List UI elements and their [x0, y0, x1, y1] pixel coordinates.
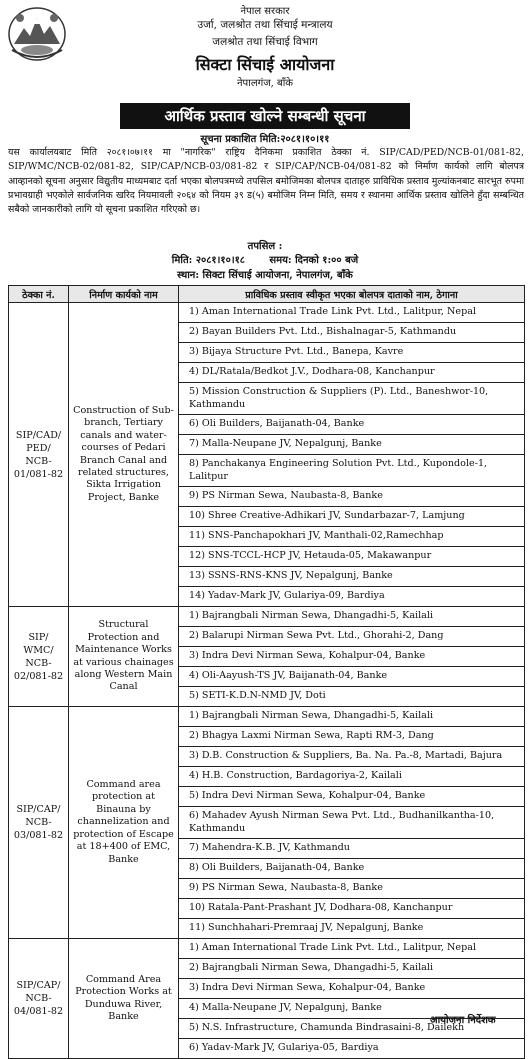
- bidder-entry: 3) Indra Devi Nirman Sewa, Kohalpur-04, Banke: [179, 647, 525, 667]
- work-name: Command Area Protection Works at Dunduwa River, Banke: [69, 939, 179, 1059]
- bidder-entry: 2) Bajrangbali Nirman Sewa, Dhangadhi-5, Kailali: [179, 959, 525, 979]
- bidder-entry: 11) SNS-Panchapokhari JV, Manthali-02,Ramechhap: [179, 527, 525, 547]
- bidder-entry: 1) Aman International Trade Link Pvt. Ltd., Lalitpur, Nepal: [179, 939, 525, 959]
- bidder-entry: 10) Ratala-Pant-Prashant JV, Dodhara-08, Kanchanpur: [179, 899, 525, 919]
- table-row: [9, 607, 525, 627]
- header-line-ministry: उर्जा, जलश्रोत तथा सिंचाई मन्त्रालय: [197, 19, 333, 31]
- bidder-entry: 13) SSNS-RNS-KNS JV, Nepalgunj, Banke: [179, 567, 525, 587]
- header-contract-no: ठेक्का नं.: [9, 286, 69, 303]
- bidder-entry: 8) Panchakanya Engineering Solution Pvt. Ltd., Kupondole-1, Lalitpur: [179, 455, 525, 487]
- bidder-entry: 6) Oli Builders, Baijanath-04, Banke: [179, 415, 525, 435]
- bidder-entry: 2) Bayan Builders Pvt. Ltd., Bishalnagar-5, Kathmandu: [179, 323, 525, 343]
- notice-title-banner: आर्थिक प्रस्ताव खोल्ने सम्बन्धी सूचना: [120, 103, 410, 129]
- table-row: [9, 939, 525, 959]
- bidder-entry: 14) Yadav-Mark JV, Gulariya-09, Bardiya: [179, 587, 525, 607]
- bidder-entry: 3) Indra Devi Nirman Sewa, Kohalpur-04, Banke: [179, 979, 525, 999]
- bidder-entry: 11) Sunchhahari-Premraaj JV, Nepalgunj, Banke: [179, 919, 525, 939]
- bidders-table: [8, 285, 525, 1059]
- bidder-entry: 4) H.B. Construction, Bardagoriya-2, Kailali: [179, 767, 525, 787]
- bidder-entry: 2) Bhagya Laxmi Nirman Sewa, Rapti RM-3, Dang: [179, 727, 525, 747]
- header-line-project: सिक्टा सिंचाई आयोजना: [195, 55, 335, 74]
- bidder-entry: 12) SNS-TCCL-HCP JV, Hetauda-05, Makawanpur: [179, 547, 525, 567]
- work-name: Structural Protection and Maintenance Works at various chainages along Western Main Canal: [69, 607, 179, 707]
- header-work-name: निर्माण कार्यको नाम: [69, 286, 179, 303]
- signatory-title: आयोजना निर्देशक: [430, 1015, 496, 1026]
- contract-code: SIP/ WMC/ NCB- 02/081-82: [9, 607, 69, 707]
- bidder-entry: 3) D.B. Construction & Suppliers, Ba. Na. Pa.-8, Martadi, Bajura: [179, 747, 525, 767]
- header-line-location: नेपालगंज, बाँके: [237, 78, 293, 89]
- table-header-row: [9, 286, 525, 303]
- bidder-entry: 5) Mission Construction & Suppliers (P). Ltd., Baneshwor-10, Kathmandu: [179, 383, 525, 415]
- bidder-entry: 4) Malla-Neupane JV, Nepalgunj, Banke: [179, 999, 525, 1019]
- details-title: तपसिल :: [247, 241, 283, 252]
- bidder-entry: 3) Bijaya Structure Pvt. Ltd., Banepa, Kavre: [179, 343, 525, 363]
- header-line-department: जलश्रोत तथा सिंचाई विभाग: [212, 36, 318, 48]
- bidder-entry: 2) Balarupi Nirman Sewa Pvt. Ltd., Ghorahi-2, Dang: [179, 627, 525, 647]
- bidder-entry: 7) Malla-Neupane JV, Nepalgunj, Banke: [179, 435, 525, 455]
- bidder-entry: 8) Oli Builders, Baijanath-04, Banke: [179, 859, 525, 879]
- contract-code: SIP/CAP/ NCB- 04/081-82: [9, 939, 69, 1059]
- table-row: [9, 707, 525, 727]
- published-date: सूचना प्रकाशित मिति:२०८१।१०।११: [200, 134, 330, 145]
- bidder-entry: 1) Bajrangbali Nirman Sewa, Dhangadhi-5, Kailali: [179, 607, 525, 627]
- details-date-time: मिति: २०८१।१०।१८ समय: दिनको १:०० बजे: [171, 255, 359, 266]
- bidder-entry: 5) SETI-K.D.N-NMD JV, Doti: [179, 687, 525, 707]
- bidder-entry: 9) PS Nirman Sewa, Naubasta-8, Banke: [179, 487, 525, 507]
- bidder-entry: 4) Oli-Aayush-TS JV, Baijanath-04, Banke: [179, 667, 525, 687]
- table-row: [9, 303, 525, 323]
- header-bidders: प्राविधिक प्रस्ताव स्वीकृत भएका बोलपत्र दाताको नाम, ठेगाना: [179, 286, 525, 303]
- bidder-entry: 4) DL/Ratala/Bedkot J.V., Dodhara-08, Kanchanpur: [179, 363, 525, 383]
- bidder-entry: 5) Indra Devi Nirman Sewa, Kohalpur-04, Banke: [179, 787, 525, 807]
- work-name: Command area protection at Binauna by channelization and protection of Escape at 18+400 of EMC, Banke: [69, 707, 179, 939]
- bidder-entry: 6) Yadav-Mark JV, Gulariya-05, Bardiya: [179, 1039, 525, 1059]
- bidder-entry: 6) Mahadev Ayush Nirman Sewa Pvt. Ltd., Budhanilkantha-10, Kathmandu: [179, 807, 525, 839]
- header-line-government: नेपाल सरकार: [240, 6, 290, 17]
- bidder-entry: 1) Aman International Trade Link Pvt. Ltd., Lalitpur, Nepal: [179, 303, 525, 323]
- details-place: स्थान: सिक्टा सिंचाई आयोजना, नेपालगंज, बाँके: [177, 270, 353, 281]
- work-name: Construction of Sub-branch, Tertiary canals and water-courses of Pedari Branch Canal and related structures, Sikta Irrigation Project, Banke: [69, 303, 179, 607]
- notice-body-text: यस कार्यालयबाट मिति २०८१।०७।११ मा "नागरिक" राष्ट्रिय दैनिकमा प्रकाशित ठेक्का नं. SIP/CAD/PED/NCB-01/081-82, SIP/WMC/NCB-02/081-82, SIP/CAP/NCB-03/081-82 र SIP/CAP/NCB-04/081-82 को निर्माण कार्यको लागि बोलपत्र आव्हानको सूचना अनुसार विद्युतीय माध्यमबाट दर्ता भएका बोलपत्रमध्ये तपसिल बमोजिमका बोलपत्र दाताहरु प्राविधिक प्रस्ताव मुल्यांकनबाट सारभूत रुपमा प्रभावग्राही भएकोले सार्वजनिक खरिद नियमावली २०६४ को नियम ३९ ड(५) बमोजिम निम्न मिति, समय र स्थानमा आर्थिक प्रस्ताव खोलिने हुँदा सम्बन्धित सबैको जानकारीको लागि यो सूचना प्रकाशित गरिएको छ।: [8, 147, 524, 216]
- bidder-entry: 10) Shree Creative-Adhikari JV, Sundarbazar-7, Lamjung: [179, 507, 525, 527]
- contract-code: SIP/CAD/ PED/ NCB- 01/081-82: [9, 303, 69, 607]
- bidder-entry: 9) PS Nirman Sewa, Naubasta-8, Banke: [179, 879, 525, 899]
- notice-header: [0, 0, 530, 128]
- bidder-entry: 7) Mahendra-K.B. JV, Kathmandu: [179, 839, 525, 859]
- contract-code: SIP/CAP/ NCB- 03/081-82: [9, 707, 69, 939]
- bidder-entry: 1) Bajrangbali Nirman Sewa, Dhangadhi-5, Kailali: [179, 707, 525, 727]
- bidder-entry: 5) N.S. Infrastructure, Chamunda Bindrasaini-8, Dailekh: [179, 1019, 525, 1039]
